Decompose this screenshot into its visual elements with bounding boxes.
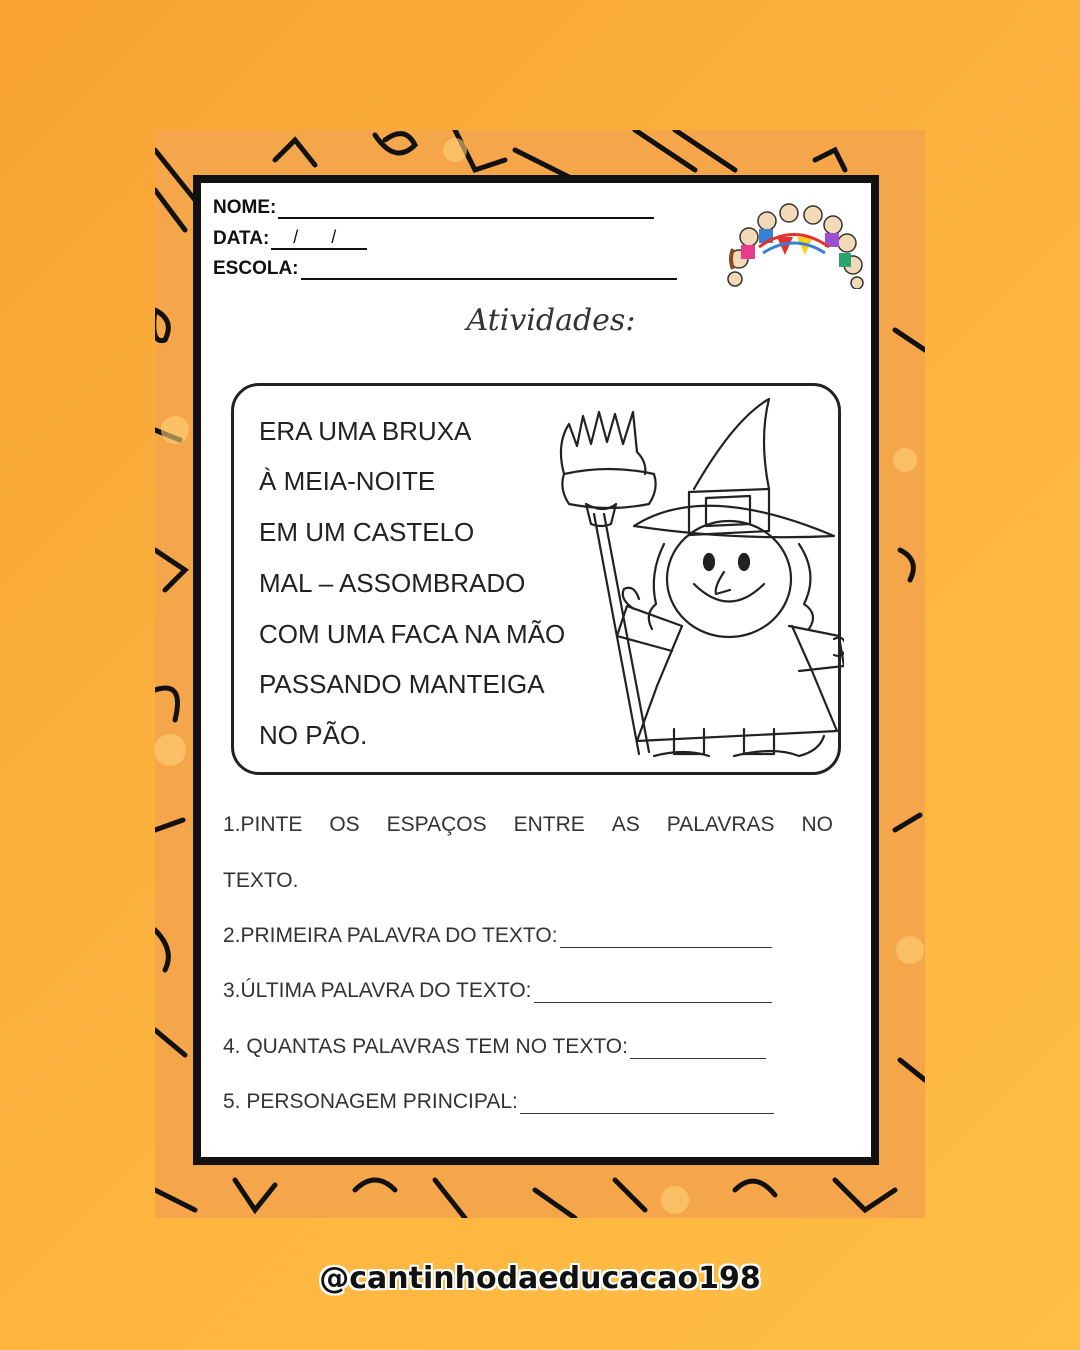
social-handle: @cantinhodaeducacao198 <box>319 1261 761 1296</box>
children-rainbow-logo-icon <box>719 197 869 289</box>
worksheet-page <box>193 175 879 1165</box>
q4-text: 4. QUANTAS PALAVRAS TEM NO TEXTO: <box>223 1035 628 1058</box>
question-4 <box>223 1035 766 1059</box>
data-label: DATA: <box>213 228 270 249</box>
question-1 <box>223 813 833 837</box>
q1-continued-text: TEXTO. <box>223 869 299 892</box>
q2-text: 2.PRIMEIRA PALAVRA DO TEXTO: <box>223 924 558 947</box>
escola-line <box>301 260 677 280</box>
poem-line-6: PASSANDO MANTEIGA <box>259 669 545 699</box>
data-field <box>213 228 367 250</box>
q1-word-3: ESPAÇOS <box>386 813 487 836</box>
poem-line-5: COM UMA FACA NA MÃO <box>259 619 566 649</box>
poem-line-3: EM UM CASTELO <box>259 517 475 547</box>
poem-line-2: À MEIA-NOITE <box>259 466 436 496</box>
witch-with-broom-icon <box>534 394 844 772</box>
q1-word-1: 1.PINTE <box>223 813 303 836</box>
q2-answer-line[interactable] <box>560 927 772 948</box>
question-2 <box>223 924 772 948</box>
q1-word-6: PALAVRAS <box>666 813 775 836</box>
poem-box <box>231 383 841 775</box>
poem-line-4: MAL – ASSOMBRADO <box>259 568 526 598</box>
nome-field <box>213 197 654 219</box>
poem-line-7: NO PÃO. <box>259 720 368 750</box>
question-1-continued <box>223 869 298 893</box>
q1-word-2: OS <box>329 813 360 836</box>
question-5 <box>223 1090 774 1114</box>
q4-answer-line[interactable] <box>630 1038 766 1059</box>
activities-title: Atividades: <box>466 303 636 338</box>
data-line <box>271 227 367 250</box>
date-slashes: / / <box>293 227 351 247</box>
q3-answer-line[interactable] <box>534 982 772 1003</box>
escola-label: ESCOLA: <box>213 258 299 279</box>
q1-word-5: AS <box>611 813 640 836</box>
nome-line <box>278 199 654 219</box>
worksheet-image <box>155 130 925 1218</box>
poem-line-1: ERA UMA BRUXA <box>259 416 472 446</box>
q5-text: 5. PERSONAGEM PRINCIPAL: <box>223 1090 518 1113</box>
question-3 <box>223 979 772 1003</box>
q5-answer-line[interactable] <box>520 1093 774 1114</box>
q1-word-7: NO <box>801 813 833 836</box>
q3-text: 3.ÚLTIMA PALAVRA DO TEXTO: <box>223 979 532 1002</box>
escola-field <box>213 258 677 280</box>
q1-word-4: ENTRE <box>513 813 585 836</box>
nome-label: NOME: <box>213 197 277 218</box>
